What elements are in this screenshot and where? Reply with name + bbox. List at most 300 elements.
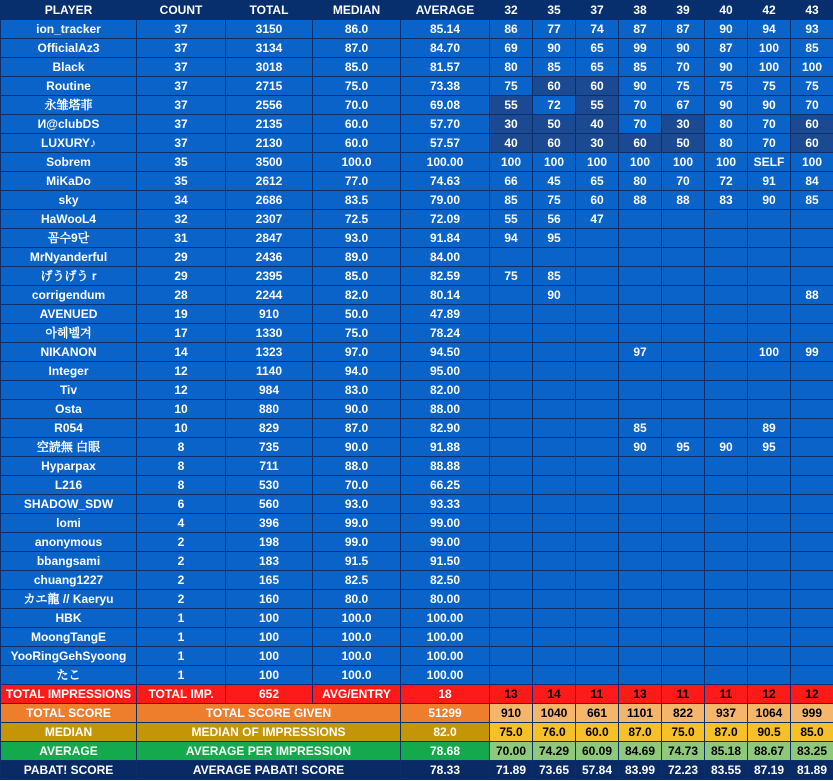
- score-cell[interactable]: [619, 571, 662, 590]
- cell-name[interactable]: NIKANON: [1, 343, 137, 362]
- score-cell[interactable]: 100: [619, 153, 662, 172]
- score-cell[interactable]: 67: [662, 96, 705, 115]
- score-cell[interactable]: 99: [791, 343, 833, 362]
- score-cell[interactable]: [662, 343, 705, 362]
- score-cell[interactable]: 90: [619, 77, 662, 96]
- score-cell[interactable]: [662, 533, 705, 552]
- cell-median[interactable]: 82.5: [313, 571, 401, 590]
- cell-total[interactable]: 880: [226, 400, 313, 419]
- score-cell[interactable]: 100: [748, 58, 791, 77]
- cell-total[interactable]: 560: [226, 495, 313, 514]
- score-cell[interactable]: [705, 552, 748, 571]
- summary-value[interactable]: 78.68: [401, 742, 490, 761]
- score-cell[interactable]: 60: [533, 134, 576, 153]
- score-cell[interactable]: [576, 286, 619, 305]
- score-cell[interactable]: 90: [748, 96, 791, 115]
- cell-median[interactable]: 90.0: [313, 438, 401, 457]
- summary-round-value[interactable]: 83.55: [705, 761, 748, 780]
- score-cell[interactable]: 60: [576, 191, 619, 210]
- score-cell[interactable]: [748, 229, 791, 248]
- score-cell[interactable]: [533, 571, 576, 590]
- score-cell[interactable]: [748, 476, 791, 495]
- cell-median[interactable]: 93.0: [313, 495, 401, 514]
- score-cell[interactable]: [576, 514, 619, 533]
- cell-total[interactable]: 100: [226, 628, 313, 647]
- score-cell[interactable]: [662, 305, 705, 324]
- score-cell[interactable]: 75: [533, 191, 576, 210]
- score-cell[interactable]: [662, 267, 705, 286]
- score-cell[interactable]: 45: [533, 172, 576, 191]
- cell-median[interactable]: 89.0: [313, 248, 401, 267]
- score-cell[interactable]: [619, 210, 662, 229]
- cell-total[interactable]: 2436: [226, 248, 313, 267]
- summary-round-value[interactable]: 60.09: [576, 742, 619, 761]
- score-cell[interactable]: [791, 229, 833, 248]
- score-cell[interactable]: 89: [748, 419, 791, 438]
- score-cell[interactable]: 100: [662, 153, 705, 172]
- score-cell[interactable]: [662, 609, 705, 628]
- score-cell[interactable]: [705, 305, 748, 324]
- score-cell[interactable]: [490, 457, 533, 476]
- score-cell[interactable]: [490, 666, 533, 685]
- cell-name[interactable]: 꼼수9단: [1, 229, 137, 248]
- cell-median[interactable]: 82.0: [313, 286, 401, 305]
- score-cell[interactable]: [662, 210, 705, 229]
- cell-count[interactable]: 10: [137, 419, 226, 438]
- score-cell[interactable]: [533, 666, 576, 685]
- cell-median[interactable]: 100.0: [313, 153, 401, 172]
- header-round[interactable]: 38: [619, 1, 662, 20]
- cell-average[interactable]: 78.24: [401, 324, 490, 343]
- score-cell[interactable]: [490, 571, 533, 590]
- cell-median[interactable]: 75.0: [313, 324, 401, 343]
- score-cell[interactable]: [791, 571, 833, 590]
- score-cell[interactable]: 88: [662, 191, 705, 210]
- cell-name[interactable]: たこ: [1, 666, 137, 685]
- cell-count[interactable]: 8: [137, 438, 226, 457]
- cell-median[interactable]: 85.0: [313, 267, 401, 286]
- score-cell[interactable]: [791, 324, 833, 343]
- summary-round-value[interactable]: 72.23: [662, 761, 705, 780]
- cell-average[interactable]: 100.00: [401, 628, 490, 647]
- score-cell[interactable]: 87: [705, 39, 748, 58]
- cell-name[interactable]: HaWooL4: [1, 210, 137, 229]
- score-cell[interactable]: 90: [748, 191, 791, 210]
- score-cell[interactable]: [533, 419, 576, 438]
- cell-name[interactable]: MiKaDo: [1, 172, 137, 191]
- cell-count[interactable]: 1: [137, 666, 226, 685]
- score-cell[interactable]: [705, 457, 748, 476]
- score-cell[interactable]: 80: [619, 172, 662, 191]
- cell-median[interactable]: 83.5: [313, 191, 401, 210]
- cell-median[interactable]: 87.0: [313, 419, 401, 438]
- score-cell[interactable]: 99: [619, 39, 662, 58]
- score-cell[interactable]: [748, 286, 791, 305]
- score-cell[interactable]: [533, 609, 576, 628]
- cell-median[interactable]: 83.0: [313, 381, 401, 400]
- summary-label[interactable]: TOTAL SCORE: [1, 704, 137, 723]
- score-cell[interactable]: [705, 229, 748, 248]
- score-cell[interactable]: [791, 533, 833, 552]
- score-cell[interactable]: [576, 267, 619, 286]
- score-cell[interactable]: 93: [791, 20, 833, 39]
- header-round[interactable]: 39: [662, 1, 705, 20]
- header-total[interactable]: TOTAL: [226, 1, 313, 20]
- cell-average[interactable]: 100.00: [401, 153, 490, 172]
- cell-total[interactable]: 100: [226, 666, 313, 685]
- score-cell[interactable]: 100: [748, 39, 791, 58]
- cell-name[interactable]: anonymous: [1, 533, 137, 552]
- score-cell[interactable]: 90: [662, 39, 705, 58]
- cell-name[interactable]: SHADOW_SDW: [1, 495, 137, 514]
- cell-name[interactable]: sky: [1, 191, 137, 210]
- cell-count[interactable]: 37: [137, 77, 226, 96]
- summary-round-value[interactable]: 73.65: [533, 761, 576, 780]
- score-cell[interactable]: [791, 210, 833, 229]
- summary-round-value[interactable]: 75.0: [662, 723, 705, 742]
- cell-median[interactable]: 77.0: [313, 172, 401, 191]
- cell-total[interactable]: 183: [226, 552, 313, 571]
- score-cell[interactable]: 85: [533, 58, 576, 77]
- cell-count[interactable]: 2: [137, 571, 226, 590]
- score-cell[interactable]: 100: [576, 153, 619, 172]
- score-cell[interactable]: [490, 552, 533, 571]
- score-cell[interactable]: [533, 495, 576, 514]
- cell-count[interactable]: 37: [137, 96, 226, 115]
- score-cell[interactable]: [576, 438, 619, 457]
- cell-count[interactable]: 1: [137, 609, 226, 628]
- score-cell[interactable]: [791, 647, 833, 666]
- cell-total[interactable]: 2847: [226, 229, 313, 248]
- summary-round-value[interactable]: 71.89: [490, 761, 533, 780]
- score-cell[interactable]: [748, 324, 791, 343]
- cell-count[interactable]: 37: [137, 20, 226, 39]
- score-cell[interactable]: 87: [619, 20, 662, 39]
- score-cell[interactable]: [490, 286, 533, 305]
- score-cell[interactable]: 100: [490, 153, 533, 172]
- score-cell[interactable]: [576, 647, 619, 666]
- cell-count[interactable]: 2: [137, 552, 226, 571]
- cell-count[interactable]: 29: [137, 248, 226, 267]
- summary-round-value[interactable]: 74.29: [533, 742, 576, 761]
- cell-average[interactable]: 84.00: [401, 248, 490, 267]
- score-cell[interactable]: [619, 381, 662, 400]
- cell-name[interactable]: L216: [1, 476, 137, 495]
- score-cell[interactable]: [490, 476, 533, 495]
- summary-round-value[interactable]: 1040: [533, 704, 576, 723]
- cell-total[interactable]: 2130: [226, 134, 313, 153]
- cell-total[interactable]: 396: [226, 514, 313, 533]
- score-cell[interactable]: [533, 343, 576, 362]
- score-cell[interactable]: 40: [490, 134, 533, 153]
- score-cell[interactable]: 47: [576, 210, 619, 229]
- score-cell[interactable]: 60: [791, 115, 833, 134]
- score-cell[interactable]: [576, 381, 619, 400]
- score-cell[interactable]: [705, 362, 748, 381]
- cell-name[interactable]: げうげう r: [1, 267, 137, 286]
- cell-total[interactable]: 2244: [226, 286, 313, 305]
- score-cell[interactable]: 75: [490, 77, 533, 96]
- score-cell[interactable]: [662, 248, 705, 267]
- cell-total[interactable]: 530: [226, 476, 313, 495]
- score-cell[interactable]: [662, 400, 705, 419]
- score-cell[interactable]: [576, 305, 619, 324]
- score-cell[interactable]: 94: [748, 20, 791, 39]
- cell-average[interactable]: 91.50: [401, 552, 490, 571]
- cell-name[interactable]: YooRingGehSyoong: [1, 647, 137, 666]
- cell-total[interactable]: 100: [226, 609, 313, 628]
- cell-average[interactable]: 93.33: [401, 495, 490, 514]
- cell-average[interactable]: 99.00: [401, 514, 490, 533]
- summary-round-value[interactable]: 57.84: [576, 761, 619, 780]
- cell-average[interactable]: 80.14: [401, 286, 490, 305]
- score-cell[interactable]: [490, 647, 533, 666]
- cell-name[interactable]: LUXURY♪: [1, 134, 137, 153]
- cell-median[interactable]: 93.0: [313, 229, 401, 248]
- score-cell[interactable]: 70: [662, 172, 705, 191]
- cell-total[interactable]: 984: [226, 381, 313, 400]
- cell-median[interactable]: 91.5: [313, 552, 401, 571]
- score-cell[interactable]: 86: [490, 20, 533, 39]
- cell-name[interactable]: Tiv: [1, 381, 137, 400]
- score-cell[interactable]: 75: [705, 77, 748, 96]
- summary-round-value[interactable]: 74.73: [662, 742, 705, 761]
- score-cell[interactable]: [705, 476, 748, 495]
- score-cell[interactable]: 88: [619, 191, 662, 210]
- score-cell[interactable]: [662, 229, 705, 248]
- score-cell[interactable]: [705, 400, 748, 419]
- score-cell[interactable]: [533, 552, 576, 571]
- summary-sub-label[interactable]: MEDIAN OF IMPRESSIONS: [137, 723, 401, 742]
- cell-average[interactable]: 85.14: [401, 20, 490, 39]
- score-cell[interactable]: [533, 590, 576, 609]
- score-cell[interactable]: [791, 590, 833, 609]
- score-cell[interactable]: [791, 666, 833, 685]
- score-cell[interactable]: [705, 286, 748, 305]
- summary-round-value[interactable]: 999: [791, 704, 833, 723]
- score-cell[interactable]: [576, 552, 619, 571]
- header-round[interactable]: 40: [705, 1, 748, 20]
- cell-total[interactable]: 2612: [226, 172, 313, 191]
- score-cell[interactable]: [576, 571, 619, 590]
- score-cell[interactable]: [748, 381, 791, 400]
- cell-name[interactable]: MoongTangE: [1, 628, 137, 647]
- cell-name[interactable]: Osta: [1, 400, 137, 419]
- cell-average[interactable]: 73.38: [401, 77, 490, 96]
- score-cell[interactable]: [705, 647, 748, 666]
- summary-round-value[interactable]: 84.69: [619, 742, 662, 761]
- cell-count[interactable]: 31: [137, 229, 226, 248]
- score-cell[interactable]: [490, 495, 533, 514]
- score-cell[interactable]: 95: [748, 438, 791, 457]
- score-cell[interactable]: 90: [705, 58, 748, 77]
- score-cell[interactable]: [490, 628, 533, 647]
- cell-count[interactable]: 37: [137, 58, 226, 77]
- cell-median[interactable]: 100.0: [313, 628, 401, 647]
- score-cell[interactable]: [791, 438, 833, 457]
- score-cell[interactable]: [533, 305, 576, 324]
- score-cell[interactable]: 83: [705, 191, 748, 210]
- summary-sub-label[interactable]: AVERAGE PER IMPRESSION: [137, 742, 401, 761]
- cell-total[interactable]: 160: [226, 590, 313, 609]
- score-cell[interactable]: 50: [662, 134, 705, 153]
- score-cell[interactable]: 85: [791, 191, 833, 210]
- cell-count[interactable]: 8: [137, 457, 226, 476]
- cell-average[interactable]: 100.00: [401, 647, 490, 666]
- cell-median[interactable]: 90.0: [313, 400, 401, 419]
- score-cell[interactable]: [791, 381, 833, 400]
- score-cell[interactable]: [748, 533, 791, 552]
- summary-round-value[interactable]: 90.5: [748, 723, 791, 742]
- score-cell[interactable]: [748, 590, 791, 609]
- score-cell[interactable]: [533, 647, 576, 666]
- score-cell[interactable]: [791, 362, 833, 381]
- summary-extra-value[interactable]: 18: [401, 685, 490, 704]
- cell-average[interactable]: 94.50: [401, 343, 490, 362]
- score-cell[interactable]: 85: [619, 419, 662, 438]
- cell-total[interactable]: 165: [226, 571, 313, 590]
- score-cell[interactable]: [705, 267, 748, 286]
- score-cell[interactable]: [619, 647, 662, 666]
- score-cell[interactable]: [619, 362, 662, 381]
- cell-average[interactable]: 57.57: [401, 134, 490, 153]
- score-cell[interactable]: [533, 248, 576, 267]
- score-cell[interactable]: [490, 400, 533, 419]
- header-round[interactable]: 42: [748, 1, 791, 20]
- cell-count[interactable]: 37: [137, 134, 226, 153]
- score-cell[interactable]: [576, 609, 619, 628]
- score-cell[interactable]: [748, 400, 791, 419]
- score-cell[interactable]: [533, 533, 576, 552]
- score-cell[interactable]: [705, 419, 748, 438]
- cell-total[interactable]: 910: [226, 305, 313, 324]
- summary-round-value[interactable]: 83.25: [791, 742, 833, 761]
- cell-median[interactable]: 85.0: [313, 58, 401, 77]
- score-cell[interactable]: [791, 552, 833, 571]
- score-cell[interactable]: [576, 457, 619, 476]
- score-cell[interactable]: [619, 324, 662, 343]
- score-cell[interactable]: [705, 248, 748, 267]
- score-cell[interactable]: [705, 210, 748, 229]
- cell-average[interactable]: 84.70: [401, 39, 490, 58]
- cell-count[interactable]: 12: [137, 362, 226, 381]
- score-cell[interactable]: [576, 476, 619, 495]
- cell-total[interactable]: 3150: [226, 20, 313, 39]
- score-cell[interactable]: [662, 457, 705, 476]
- score-cell[interactable]: 30: [662, 115, 705, 134]
- summary-round-value[interactable]: 1101: [619, 704, 662, 723]
- score-cell[interactable]: 90: [533, 286, 576, 305]
- cell-total[interactable]: 829: [226, 419, 313, 438]
- score-cell[interactable]: [619, 552, 662, 571]
- summary-round-value[interactable]: 14: [533, 685, 576, 704]
- cell-total[interactable]: 2686: [226, 191, 313, 210]
- score-cell[interactable]: 60: [576, 77, 619, 96]
- score-cell[interactable]: [576, 495, 619, 514]
- score-cell[interactable]: [705, 628, 748, 647]
- cell-name[interactable]: R054: [1, 419, 137, 438]
- score-cell[interactable]: [748, 305, 791, 324]
- score-cell[interactable]: [576, 229, 619, 248]
- score-cell[interactable]: 77: [533, 20, 576, 39]
- score-cell[interactable]: 65: [576, 172, 619, 191]
- cell-average[interactable]: 80.00: [401, 590, 490, 609]
- cell-average[interactable]: 82.90: [401, 419, 490, 438]
- score-cell[interactable]: [533, 476, 576, 495]
- cell-total[interactable]: 2307: [226, 210, 313, 229]
- summary-round-value[interactable]: 910: [490, 704, 533, 723]
- summary-round-value[interactable]: 75.0: [490, 723, 533, 742]
- cell-count[interactable]: 34: [137, 191, 226, 210]
- score-cell[interactable]: [619, 514, 662, 533]
- score-cell[interactable]: [576, 343, 619, 362]
- score-cell[interactable]: 84: [791, 172, 833, 191]
- score-cell[interactable]: [705, 381, 748, 400]
- cell-average[interactable]: 88.00: [401, 400, 490, 419]
- score-cell[interactable]: [490, 590, 533, 609]
- summary-round-value[interactable]: 11: [662, 685, 705, 704]
- score-cell[interactable]: [705, 590, 748, 609]
- score-cell[interactable]: [576, 362, 619, 381]
- score-cell[interactable]: [576, 590, 619, 609]
- cell-count[interactable]: 4: [137, 514, 226, 533]
- summary-label[interactable]: AVERAGE: [1, 742, 137, 761]
- summary-round-value[interactable]: 81.89: [791, 761, 833, 780]
- score-cell[interactable]: [490, 438, 533, 457]
- score-cell[interactable]: [533, 400, 576, 419]
- summary-sub-label[interactable]: AVERAGE PABAT! SCORE: [137, 761, 401, 780]
- cell-median[interactable]: 100.0: [313, 609, 401, 628]
- score-cell[interactable]: [619, 400, 662, 419]
- cell-median[interactable]: 99.0: [313, 514, 401, 533]
- score-cell[interactable]: 55: [490, 96, 533, 115]
- score-cell[interactable]: 90: [705, 96, 748, 115]
- score-cell[interactable]: [748, 552, 791, 571]
- score-cell[interactable]: [533, 457, 576, 476]
- header-round[interactable]: 43: [791, 1, 833, 20]
- cell-name[interactable]: 永雏塔菲: [1, 96, 137, 115]
- score-cell[interactable]: [619, 476, 662, 495]
- summary-label[interactable]: TOTAL IMPRESSIONS: [1, 685, 137, 704]
- cell-average[interactable]: 74.63: [401, 172, 490, 191]
- score-cell[interactable]: [662, 590, 705, 609]
- score-cell[interactable]: 75: [490, 267, 533, 286]
- summary-round-value[interactable]: 822: [662, 704, 705, 723]
- score-cell[interactable]: 75: [662, 77, 705, 96]
- header-round[interactable]: 32: [490, 1, 533, 20]
- cell-median[interactable]: 97.0: [313, 343, 401, 362]
- score-cell[interactable]: 90: [619, 438, 662, 457]
- cell-name[interactable]: AVENUED: [1, 305, 137, 324]
- score-cell[interactable]: [490, 381, 533, 400]
- score-cell[interactable]: 55: [490, 210, 533, 229]
- score-cell[interactable]: 70: [619, 96, 662, 115]
- score-cell[interactable]: [619, 495, 662, 514]
- score-cell[interactable]: 30: [490, 115, 533, 134]
- score-cell[interactable]: 65: [576, 39, 619, 58]
- score-cell[interactable]: [490, 419, 533, 438]
- cell-name[interactable]: 空読無 白眼: [1, 438, 137, 457]
- summary-round-value[interactable]: 13: [619, 685, 662, 704]
- score-cell[interactable]: [662, 324, 705, 343]
- cell-median[interactable]: 100.0: [313, 666, 401, 685]
- cell-name[interactable]: corrigendum: [1, 286, 137, 305]
- cell-count[interactable]: 2: [137, 590, 226, 609]
- cell-average[interactable]: 82.00: [401, 381, 490, 400]
- score-cell[interactable]: [748, 267, 791, 286]
- summary-round-value[interactable]: 87.0: [619, 723, 662, 742]
- cell-name[interactable]: bbangsami: [1, 552, 137, 571]
